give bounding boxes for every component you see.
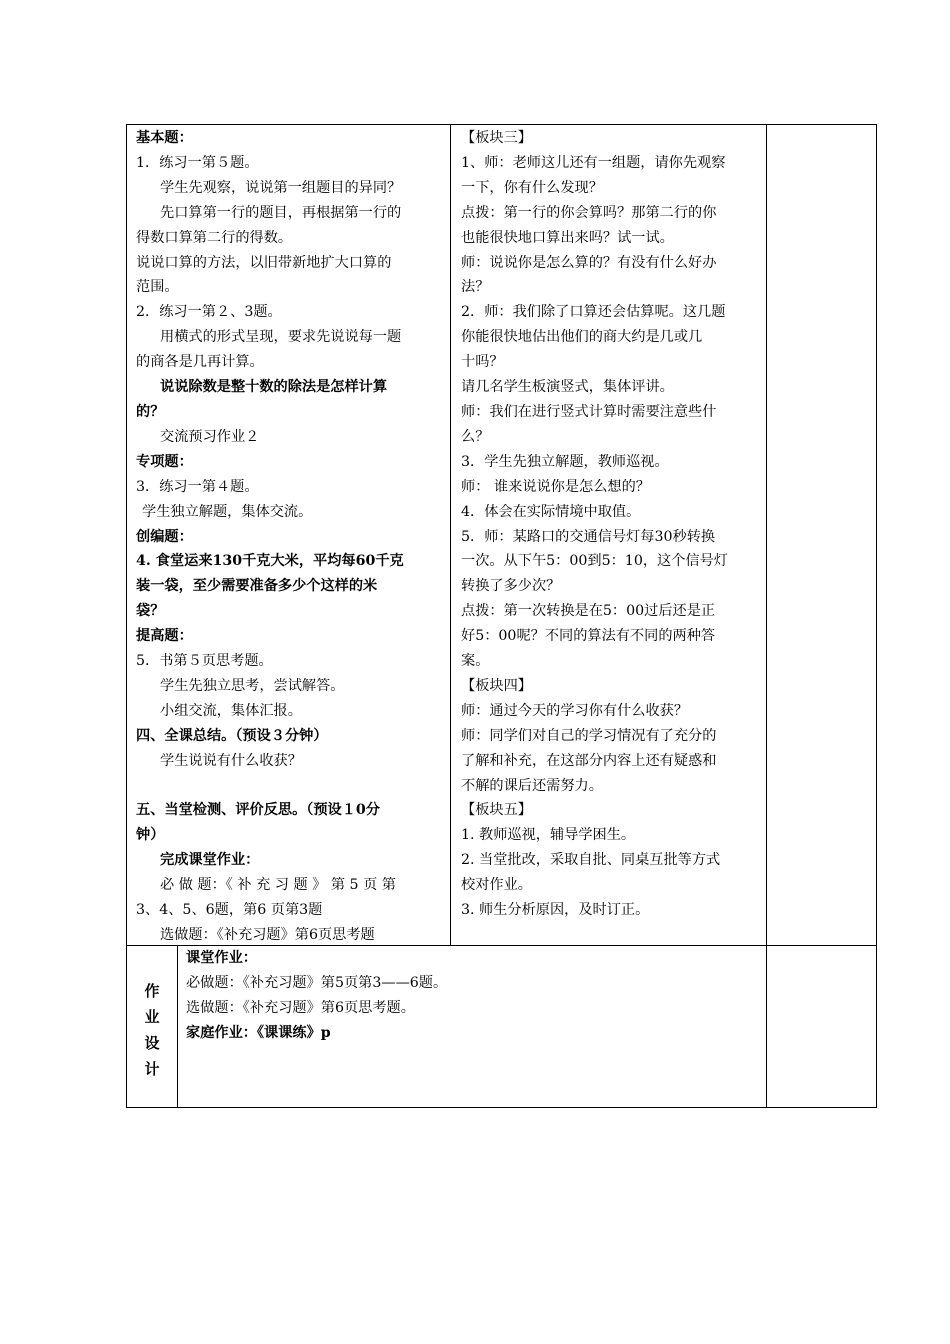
homework-label-char: 作 (144, 982, 160, 1000)
right-column-line: 不解的课后还需努力。 (461, 777, 603, 794)
left-column-line: 4. 食堂运来130千克大米，平均每60千克 (136, 553, 404, 570)
left-column-line: 钟） (136, 827, 165, 844)
left-column-line: 完成课堂作业： (160, 852, 260, 869)
right-column-line: 点拨：第一行的你会算吗？那第二行的你 (461, 204, 717, 221)
right-column-line: 1、师：老师这儿还有一组题，请你先观察 (461, 154, 726, 171)
left-column-line: 的？ (136, 403, 165, 420)
right-column-line: 也能很快地口算出来吗？试一试。 (461, 229, 674, 246)
left-column-line: 的商各是几再计算。 (136, 354, 264, 371)
left-column-line: 范围。 (136, 279, 179, 296)
right-column-line: 2. 当堂批改，采取自批、同桌互批等方式 (461, 852, 721, 869)
left-column-line: 学生独立解题，集体交流。 (142, 503, 313, 520)
left-column-line: 学生先独立思考，尝试解答。 (160, 677, 345, 694)
left-column-line: 5．书第５页思考题。 (136, 653, 273, 670)
left-column-line: 说说除数是整十数的除法是怎样计算 (160, 379, 388, 396)
home-homework: 家庭作业：《课课练》p (186, 1024, 331, 1041)
left-column-line: 2．练习一第２、3题。 (136, 304, 282, 321)
right-column (461, 126, 761, 923)
right-column-line: 转换了多少次？ (461, 578, 561, 595)
homework-label-char: 业 (144, 1008, 160, 1026)
left-column-line: 交流预习作业２ (160, 428, 260, 445)
right-column-line: 3．学生先独立解题，教师巡视。 (461, 453, 669, 470)
left-column-line: 装一袋，至少需要准备多少个这样的米 (136, 578, 378, 595)
right-column-line: 校对作业。 (461, 877, 532, 894)
left-column-line: 学生说说有什么收获？ (160, 752, 302, 769)
left-column-line: 3、4、5、6题，第6 页第3题 (136, 902, 323, 919)
left-column-line: 3．练习一第４题。 (136, 478, 259, 495)
right-column-line: 师：说说你是怎么算的？有没有什么好办 (461, 254, 717, 271)
left-column-line (136, 774, 446, 799)
optional-homework: 选做题：《补充习题》第6页思考题。 (186, 999, 415, 1016)
right-column-line: 【板块三】 (461, 130, 532, 146)
left-column-line: 五、当堂检测、评价反思。（预设１0分 (136, 802, 380, 819)
right-column-line: 一次。从下午5：00到5：10，这个信号灯 (461, 553, 728, 570)
left-column-line: 小组交流，集体汇报。 (160, 702, 302, 719)
right-column-line: 3. 师生分析原因，及时订正。 (461, 902, 650, 919)
required-homework: 必做题：《补充习题》第5页第3——6题。 (186, 974, 448, 991)
right-column-line: 师：我们在进行竖式计算时需要注意些什 (461, 403, 717, 420)
column-divider-1 (450, 124, 451, 946)
right-column-line: 【板块四】 (461, 677, 532, 694)
right-column-line: 么？ (461, 428, 490, 445)
homework-design-label (126, 978, 178, 1082)
left-column-line: 四、全课总结。（预设３分钟） (136, 727, 328, 744)
left-column-line: 选做题：《补充习题》第6页思考题 (160, 926, 375, 943)
left-column-line: 1．练习一第５题。 (136, 154, 259, 171)
homework-section (186, 946, 447, 1046)
right-column-line: 你能很快地估出他们的商大约是几或几 (461, 329, 703, 346)
class-homework-title: 课堂作业： (186, 950, 257, 966)
right-column-line: 师：同学们对自己的学习情况有了充分的 (461, 727, 717, 744)
homework-label-char: 计 (144, 1060, 160, 1078)
right-column-line: 1. 教师巡视，辅导学困生。 (461, 827, 636, 844)
right-column-line: 案。 (461, 653, 490, 670)
left-column (136, 126, 446, 948)
right-column-line: 师： 谁来说说你是怎么想的？ (461, 478, 650, 495)
left-column-line: 必 做 题：《 补 充 习 题 》 第 5 页 第 (160, 877, 396, 894)
right-column-line: 【板块五】 (461, 802, 532, 819)
right-column-line: 了解和补充，在这部分内容上还有疑惑和 (461, 752, 717, 769)
right-column-line: 5．师：某路口的交通信号灯每30秒转换 (461, 528, 716, 545)
left-column-line: 提高题： (136, 628, 193, 645)
right-column-line: 2．师：我们除了口算还会估算呢。这几题 (461, 304, 726, 321)
left-column-line: 创编题： (136, 528, 193, 545)
left-column-line: 说说口算的方法，以旧带新地扩大口算的 (136, 254, 392, 271)
right-column-line: 法？ (461, 279, 490, 296)
right-column-line: 一下，你有什么发现？ (461, 179, 603, 196)
right-column-line: 请几名学生板演竖式，集体评讲。 (461, 379, 674, 396)
right-column-line: 十吗？ (461, 354, 504, 371)
left-column-line: 基本题： (136, 130, 193, 146)
right-column-line: 好5：00呢？不同的算法有不同的两种答 (461, 628, 716, 645)
column-divider-2 (766, 124, 767, 1108)
left-column-line: 先口算第一行的题目，再根据第一行的 (160, 204, 402, 221)
left-column-line: 专项题： (136, 453, 193, 470)
left-column-line: 学生先观察，说说第一组题目的异同？ (160, 179, 402, 196)
right-column-line: 点拨：第一次转换是在5：00过后还是正 (461, 603, 716, 620)
left-column-line: 得数口算第二行的得数。 (136, 229, 293, 246)
right-column-line: 4．体会在实际情境中取值。 (461, 503, 641, 520)
right-column-line: 师：通过今天的学习你有什么收获？ (461, 702, 689, 719)
left-column-line: 袋？ (136, 603, 165, 620)
left-column-line: 用横式的形式呈现，要求先说说每一题 (160, 329, 402, 346)
homework-label-char: 设 (144, 1034, 160, 1052)
